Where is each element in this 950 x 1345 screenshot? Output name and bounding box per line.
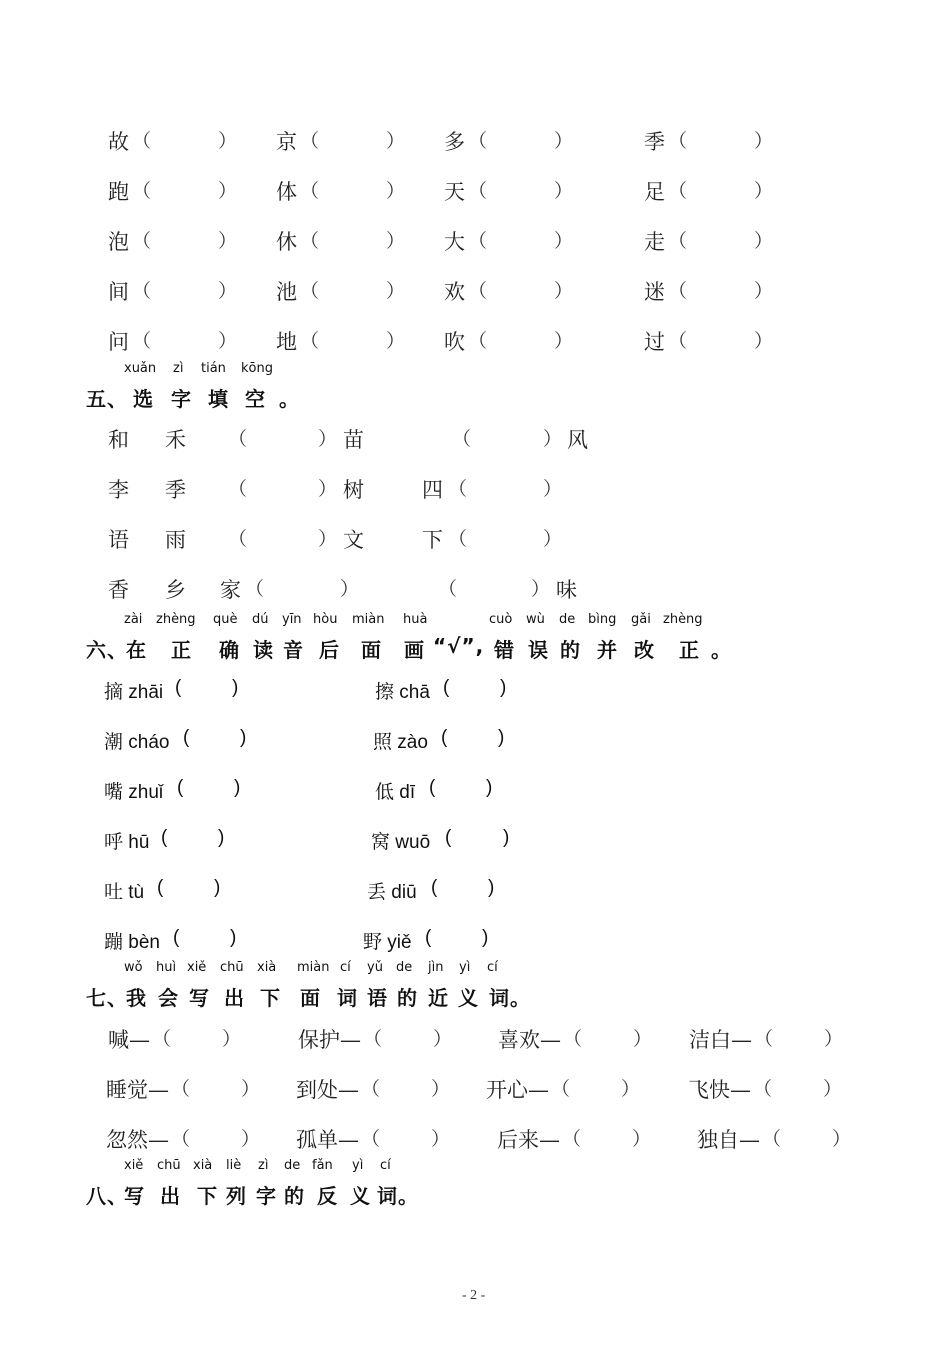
blank-close[interactable]: ） (318, 428, 338, 450)
section6-title-char: 。 (711, 638, 732, 662)
section7-title-char: 出 (224, 986, 245, 1010)
blank-4-2-3-close[interactable]: ） (554, 180, 574, 202)
synonym-blank-close[interactable]: ） (222, 1028, 242, 1050)
char-5-2: 地 (276, 330, 297, 354)
blank-4-5-4-open: （ (668, 330, 688, 352)
answer-paren-open: ( (441, 727, 448, 748)
section7-title-char: 会 (158, 986, 179, 1010)
blank-4-5-3-open: （ (468, 330, 488, 352)
synonym-blank-open: （ (363, 1028, 383, 1050)
syllable-item: 蹦 bèn (104, 932, 160, 953)
section6-pinyin: què (213, 612, 238, 627)
section7-title-char: 词 (337, 986, 358, 1010)
section6-title-char: 面 (361, 638, 382, 662)
synonym-blank-close[interactable]: ） (632, 1128, 652, 1150)
synonym-word: 开心— (486, 1078, 549, 1102)
blank-open: （ (452, 428, 472, 450)
section6-title-char: 后 (319, 638, 340, 662)
section8-number: 八、 (86, 1184, 128, 1208)
synonym-word: 孤单— (296, 1128, 359, 1152)
synonym-word: 喜欢— (498, 1028, 561, 1052)
answer-paren-close[interactable]: ) (240, 727, 247, 748)
pair-char: 雨 (165, 528, 186, 552)
blank-4-4-4-close[interactable]: ） (754, 280, 774, 302)
char-1-1: 故 (108, 130, 129, 154)
section6-pinyin: hòu (313, 612, 338, 627)
synonym-blank-open: （ (753, 1078, 773, 1100)
blank-close[interactable]: ） (543, 428, 563, 450)
answer-paren-close[interactable]: ) (498, 727, 505, 748)
synonym-blank-open: （ (171, 1078, 191, 1100)
blank-4-5-1-close[interactable]: ） (218, 330, 238, 352)
blank-4-1-2-close[interactable]: ） (386, 130, 406, 152)
section6-pinyin: huà (403, 612, 428, 627)
syllable-item: 嘴 zhuǐ (104, 782, 164, 803)
syllable-item: 低 dī (375, 782, 416, 803)
answer-paren-close[interactable]: ) (488, 877, 495, 898)
blank-4-5-2-close[interactable]: ） (386, 330, 406, 352)
section7-pinyin: miàn (297, 960, 330, 975)
answer-paren-open: ( (431, 877, 438, 898)
syllable-item: 野 yiě (363, 932, 412, 953)
blank-4-2-3-open: （ (468, 180, 488, 202)
answer-paren-close[interactable]: ) (218, 827, 225, 848)
section8-pinyin: xiě (124, 1158, 144, 1173)
syllable-item: 丢 diū (367, 882, 417, 903)
section7-pinyin: yì (459, 960, 471, 975)
answer-paren-open: ( (177, 777, 184, 798)
syllable-item: 吐 tù (104, 882, 145, 903)
pair-char: 李 (108, 478, 129, 502)
blank-4-2-4-open: （ (668, 180, 688, 202)
blank-open: （ (228, 478, 248, 500)
blank-4-1-3-open: （ (468, 130, 488, 152)
synonym-blank-open: （ (551, 1078, 571, 1100)
section7-pinyin: jìn (428, 960, 444, 975)
pair-char: 禾 (165, 428, 186, 452)
char-3-1: 泡 (108, 230, 129, 254)
synonym-blank-close[interactable]: ） (431, 1128, 451, 1150)
blank-4-5-1-open: （ (132, 330, 152, 352)
section6-title-char: 读 (253, 638, 274, 662)
section5-pinyin: zì (173, 361, 184, 376)
section7-title-char: 下 (260, 986, 281, 1010)
section6-pinyin: zài (124, 612, 143, 627)
synonym-blank-close[interactable]: ） (621, 1078, 641, 1100)
blank-4-3-1-close[interactable]: ） (218, 230, 238, 252)
blank-close[interactable]: ） (318, 478, 338, 500)
section6-title-char: 的 (560, 638, 581, 662)
section7-number: 七、 (86, 986, 128, 1010)
section5-pinyin: kōng (241, 361, 273, 376)
blank-close[interactable]: ） (543, 478, 563, 500)
blank-4-3-3-open: （ (468, 230, 488, 252)
char-5-1: 问 (108, 330, 129, 354)
char-2-4: 足 (644, 180, 665, 204)
blank-4-2-2-close[interactable]: ） (386, 180, 406, 202)
blank-4-1-2-open: （ (300, 130, 320, 152)
answer-paren-open: ( (429, 777, 436, 798)
blank-4-2-1-open: （ (132, 180, 152, 202)
section6-pinyin: wù (526, 612, 545, 627)
section8-pinyin: xià (193, 1158, 213, 1173)
section5-title-char: 。 (279, 387, 300, 411)
section6-title-char: 正 (679, 638, 700, 662)
section8-pinyin: yì (352, 1158, 364, 1173)
section6-title-char: 并 (597, 638, 618, 662)
syllable-item: 窝 wuō (371, 832, 431, 853)
synonym-blank-open: （ (152, 1028, 172, 1050)
pair-char: 乡 (165, 578, 186, 602)
synonym-blank-open: （ (563, 1028, 583, 1050)
blank-open: （ (245, 578, 265, 600)
section6-title-char: 确 (219, 638, 240, 662)
section6-title-char: 错 (494, 638, 515, 662)
char-4-1: 间 (108, 280, 129, 304)
answer-paren-close[interactable]: ) (486, 777, 493, 798)
blank-word-suffix: 文 (343, 528, 364, 552)
synonym-word: 忽然— (106, 1128, 169, 1152)
synonym-blank-close[interactable]: ） (633, 1028, 653, 1050)
answer-paren-open: ( (183, 727, 190, 748)
synonym-blank-open: （ (361, 1128, 381, 1150)
blank-4-4-2-open: （ (300, 280, 320, 302)
section8-pinyin: chū (157, 1158, 181, 1173)
section6-number: 六、 (86, 638, 128, 662)
synonym-blank-close[interactable]: ） (824, 1028, 844, 1050)
blank-4-3-4-close[interactable]: ） (754, 230, 774, 252)
section7-pinyin: wǒ (124, 960, 143, 975)
blank-4-3-1-open: （ (132, 230, 152, 252)
section7-pinyin: chū (220, 960, 244, 975)
pair-char: 和 (108, 428, 129, 452)
synonym-blank-close[interactable]: ） (832, 1128, 852, 1150)
answer-paren-open: ( (173, 927, 180, 948)
section8-pinyin: liè (226, 1158, 242, 1173)
answer-paren-close[interactable]: ) (232, 677, 239, 698)
pair-char: 季 (165, 478, 186, 502)
blank-4-5-3-close[interactable]: ） (554, 330, 574, 352)
answer-paren-close[interactable]: ) (214, 877, 221, 898)
section6-pinyin: yīn (282, 612, 302, 627)
syllable-item: 擦 chā (375, 682, 430, 703)
blank-4-4-1-close[interactable]: ） (218, 280, 238, 302)
char-1-2: 京 (276, 130, 297, 154)
section8-title-char: 的 (284, 1184, 305, 1208)
blank-open: （ (448, 478, 468, 500)
synonym-blank-close[interactable]: ） (241, 1128, 261, 1150)
char-2-3: 天 (444, 180, 465, 204)
char-3-4: 走 (644, 230, 665, 254)
section7-pinyin: de (396, 960, 413, 975)
blank-4-1-3-close[interactable]: ） (554, 130, 574, 152)
section7-title-char: 近 (428, 986, 449, 1010)
blank-4-3-3-close[interactable]: ） (554, 230, 574, 252)
section6-pinyin: miàn (352, 612, 385, 627)
section6-title-char: “√”, (433, 634, 485, 658)
section7-pinyin: xià (257, 960, 277, 975)
section6-title-char: 改 (634, 638, 655, 662)
blank-4-1-4-open: （ (668, 130, 688, 152)
pair-char: 语 (108, 528, 129, 552)
synonym-word: 到处— (296, 1078, 359, 1102)
answer-paren-open: ( (175, 677, 182, 698)
char-5-3: 吹 (444, 330, 465, 354)
blank-4-4-4-open: （ (668, 280, 688, 302)
answer-paren-open: ( (157, 877, 164, 898)
section5-number: 五、 (86, 387, 128, 411)
section7-pinyin: xiě (187, 960, 207, 975)
synonym-word: 睡觉— (106, 1078, 169, 1102)
blank-word-suffix: 苗 (343, 428, 364, 452)
section6-title-char: 正 (171, 638, 192, 662)
page-number: - 2 - (462, 1288, 486, 1303)
section5-title-char: 字 (171, 387, 192, 411)
blank-word-prefix: 下 (422, 528, 443, 552)
answer-paren-open: ( (443, 677, 450, 698)
pair-char: 家 (220, 578, 241, 602)
char-1-3: 多 (444, 130, 465, 154)
section8-title-char: 反 (317, 1184, 338, 1208)
char-2-2: 体 (276, 180, 297, 204)
answer-paren-open: ( (161, 827, 168, 848)
synonym-blank-open: （ (361, 1078, 381, 1100)
section5-pinyin: tián (201, 361, 226, 376)
blank-4-3-4-open: （ (668, 230, 688, 252)
section7-pinyin: yǔ (367, 960, 383, 975)
blank-4-3-2-open: （ (300, 230, 320, 252)
synonym-blank-open: （ (171, 1128, 191, 1150)
section6-pinyin: gǎi (631, 612, 651, 627)
section7-pinyin: cí (340, 960, 351, 975)
section7-title-char: 义 (458, 986, 479, 1010)
char-4-4: 迷 (644, 280, 665, 304)
section7-title-char: 词。 (489, 986, 531, 1010)
char-3-3: 大 (444, 230, 465, 254)
synonym-blank-open: （ (762, 1128, 782, 1150)
blank-open: （ (438, 578, 458, 600)
section6-title-char: 画 (404, 638, 425, 662)
section5-title-char: 选 (133, 387, 154, 411)
section6-pinyin: dú (252, 612, 269, 627)
section7-title-char: 的 (397, 986, 418, 1010)
answer-paren-close[interactable]: ) (482, 927, 489, 948)
blank-close[interactable]: ） (531, 578, 551, 600)
syllable-item: 潮 cháo (104, 732, 170, 753)
char-4-3: 欢 (444, 280, 465, 304)
blank-word-suffix: 风 (567, 428, 588, 452)
section6-title-char: 误 (528, 638, 549, 662)
section8-pinyin: cí (380, 1158, 391, 1173)
syllable-item: 呼 hū (104, 832, 150, 853)
answer-paren-close[interactable]: ) (234, 777, 241, 798)
section8-title-char: 字 (256, 1184, 277, 1208)
synonym-word: 独自— (697, 1128, 760, 1152)
char-4-2: 池 (276, 280, 297, 304)
section6-pinyin: bìng (588, 612, 617, 627)
answer-paren-open: ( (425, 927, 432, 948)
blank-open: （ (228, 528, 248, 550)
blank-4-4-3-open: （ (468, 280, 488, 302)
char-2-1: 跑 (108, 180, 129, 204)
synonym-word: 喊— (108, 1028, 150, 1052)
blank-open: （ (448, 528, 468, 550)
answer-paren-close[interactable]: ) (230, 927, 237, 948)
blank-4-5-2-open: （ (300, 330, 320, 352)
section8-pinyin: de (284, 1158, 301, 1173)
synonym-word: 洁白— (689, 1028, 752, 1052)
answer-paren-close[interactable]: ) (503, 827, 510, 848)
section7-title-char: 我 (126, 986, 147, 1010)
section6-pinyin: zhèng (156, 612, 196, 627)
section6-pinyin: cuò (489, 612, 513, 627)
blank-4-4-3-close[interactable]: ） (554, 280, 574, 302)
section6-title-char: 音 (283, 638, 304, 662)
syllable-item: 摘 zhāi (104, 682, 164, 703)
section8-title-char: 出 (160, 1184, 181, 1208)
char-1-4: 季 (644, 130, 665, 154)
synonym-blank-close[interactable]: ） (823, 1078, 843, 1100)
section8-title-char: 下 (197, 1184, 218, 1208)
section7-title-char: 面 (300, 986, 321, 1010)
section7-pinyin: huì (156, 960, 177, 975)
section8-pinyin: fǎn (312, 1158, 333, 1173)
synonym-word: 后来— (497, 1128, 560, 1152)
section5-title-char: 空 (245, 387, 266, 411)
char-5-4: 过 (644, 330, 665, 354)
answer-paren-close[interactable]: ) (500, 677, 507, 698)
section7-pinyin: cí (487, 960, 498, 975)
synonym-blank-close[interactable]: ） (241, 1078, 261, 1100)
blank-close[interactable]: ） (318, 528, 338, 550)
section6-title-char: 在 (126, 638, 147, 662)
blank-4-4-2-close[interactable]: ） (386, 280, 406, 302)
section5-pinyin: xuǎn (124, 361, 157, 376)
section8-title-char: 列 (226, 1184, 247, 1208)
blank-4-1-1-close[interactable]: ） (218, 130, 238, 152)
blank-word-suffix: 树 (343, 478, 364, 502)
blank-close[interactable]: ） (340, 578, 360, 600)
section7-title-char: 语 (367, 986, 388, 1010)
blank-4-1-1-open: （ (132, 130, 152, 152)
blank-word-prefix: 四 (422, 478, 443, 502)
char-3-2: 休 (276, 230, 297, 254)
synonym-blank-close[interactable]: ） (431, 1078, 451, 1100)
section8-title-char: 词。 (377, 1184, 419, 1208)
section6-pinyin: de (559, 612, 576, 627)
section5-title-char: 填 (208, 387, 229, 411)
answer-paren-open: ( (445, 827, 452, 848)
synonym-blank-open: （ (562, 1128, 582, 1150)
blank-4-4-1-open: （ (132, 280, 152, 302)
synonym-blank-open: （ (754, 1028, 774, 1050)
blank-4-5-4-close[interactable]: ） (754, 330, 774, 352)
section7-title-char: 写 (189, 986, 210, 1010)
pair-char: 香 (108, 578, 129, 602)
section8-pinyin: zì (258, 1158, 269, 1173)
syllable-item: 照 zào (373, 732, 428, 753)
synonym-word: 保护— (298, 1028, 361, 1052)
blank-4-3-2-close[interactable]: ） (386, 230, 406, 252)
blank-4-2-4-close[interactable]: ） (754, 180, 774, 202)
section8-title-char: 写 (124, 1184, 145, 1208)
synonym-word: 飞快— (688, 1078, 751, 1102)
blank-4-2-1-close[interactable]: ） (218, 180, 238, 202)
blank-4-2-2-open: （ (300, 180, 320, 202)
section6-pinyin: zhèng (663, 612, 703, 627)
blank-4-1-4-close[interactable]: ） (754, 130, 774, 152)
synonym-blank-close[interactable]: ） (433, 1028, 453, 1050)
blank-close[interactable]: ） (543, 528, 563, 550)
blank-open: （ (228, 428, 248, 450)
blank-word-suffix: 味 (556, 578, 577, 602)
section8-title-char: 义 (350, 1184, 371, 1208)
